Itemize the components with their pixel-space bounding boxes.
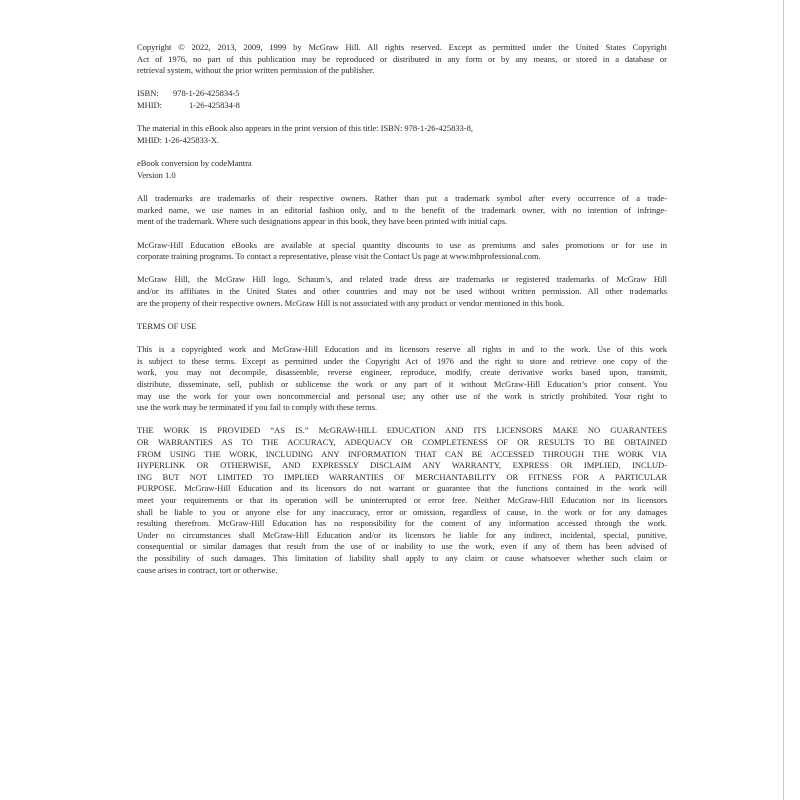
text-line: is subject to these terms. Except as permitted under the Copyright Act of 1976 and the right to store and retrieve one copy of the — [137, 355, 667, 366]
trademarks-notice — [137, 193, 667, 228]
text-line: distribute, disseminate, sell, publish or sublicense the work or any part of it without McGraw-Hill Education’s prior consent. You — [137, 378, 667, 389]
mhid-label: MHID: — [137, 100, 163, 111]
text-line: retrieval system, without the prior written permission of the publisher. — [137, 65, 375, 76]
text-line: resulting therefrom. McGraw-Hill Education has no responsibility for the content of any information accessed through the work. — [137, 518, 667, 529]
conversion-notice — [137, 158, 667, 181]
text-line: consequential or similar damages that result from the use of or inability to use the work, even if any of them has been advised of — [137, 541, 667, 552]
text-line: THE WORK IS PROVIDED “AS IS.” McGRAW-HILL EDUCATION AND ITS LICENSORS MAKE NO GUARANTEES — [137, 425, 667, 436]
text-line: may use the work for your own noncommercial and personal use; any other use of the work is strictly prohibited. Your right to — [137, 390, 667, 401]
text-line: The material in this eBook also appears in the print version of this title: ISBN: 978-1-26-425833-8, — [137, 123, 473, 134]
logo-trademark-notice — [137, 274, 667, 309]
version-line: Version 1.0 — [137, 169, 176, 180]
text-line: HYPERLINK OR OTHERWISE, AND EXPRESSLY DISCLAIM ANY WARRANTY, EXPRESS OR IMPLIED, INCLUD- — [137, 460, 667, 471]
text-line: OR WARRANTIES AS TO THE ACCURACY, ADEQUACY OR COMPLETENESS OF OR RESULTS TO BE OBTAINED — [137, 437, 667, 448]
text-line: Under no circumstances shall McGraw-Hill Education and/or its licensors be liable for any indirect, incidental, special, punitive, — [137, 529, 667, 540]
text-line: McGraw-Hill Education eBooks are available at special quantity discounts to use as premiums and sales promotions or for use in — [137, 239, 667, 250]
text-line: PURPOSE. McGraw-Hill Education and its licensors do not warrant or guarantee that the functions contained in the work will — [137, 483, 667, 494]
text-line: shall be liable to you or anyone else for any inaccuracy, error or omission, regardless of cause, in the work or for any damages — [137, 506, 667, 517]
text-line: meet your requirements or that its operation will be uninterrupted or error free. Neither McGraw-Hill Education nor its licensors — [137, 495, 667, 505]
text-line: work, you may not decompile, disassemble, reverse engineer, reproduce, modify, create derivative works based upon, transmit, — [137, 367, 667, 378]
license-terms — [137, 344, 667, 414]
text-line: Act of 1976, no part of this publication may be reproduced or distributed in any form or by any means, or stored in a database or — [137, 53, 667, 64]
conversion-line: eBook conversion by codeMantra — [137, 158, 252, 169]
text-line: ING BUT NOT LIMITED TO IMPLIED WARRANTIES OF MERCHANTABILITY OR FITNESS FOR A PARTICULAR — [137, 471, 667, 482]
text-line: corporate training programs. To contact a representative, please visit the Contact Us page at www.mhprofessional.com. — [137, 251, 541, 262]
page-edge-divider — [783, 0, 784, 800]
text-line: are the property of their respective owners. McGraw Hill is not associated with any product or vendor mentioned in this book. — [137, 297, 565, 308]
isbn-label: ISBN: — [137, 88, 159, 99]
text-line: This is a copyrighted work and McGraw-Hill Education and its licensors reserve all rights in and to the work. Use of this work — [137, 344, 667, 355]
text-line: marked name, we use names in an editorial fashion only, and to the benefit of the trademark owner, with no intention of infringe- — [137, 204, 667, 215]
text-line: All trademarks are trademarks of their respective owners. Rather than put a trademark symbol after every occurrence of a trade- — [137, 193, 667, 204]
text-line: Copyright © 2022, 2013, 2009, 1999 by McGraw Hill. All rights reserved. Except as permitted under the United States Copyright — [137, 42, 667, 52]
text-line: and/or its affiliates in the United States and other countries and may not be used without written permission. All other trademarks — [137, 286, 667, 297]
print-version-notice — [137, 123, 667, 146]
terms-heading-text: TERMS OF USE — [137, 320, 197, 331]
page-content — [137, 42, 667, 576]
warranty-disclaimer — [137, 425, 667, 576]
mhid-row — [137, 100, 667, 112]
identifiers — [137, 88, 667, 111]
text-line: ment of the trademark. Where such designations appear in this book, they have been printed with initial caps. — [137, 216, 508, 227]
text-line: FROM USING THE WORK, INCLUDING ANY INFORMATION THAT CAN BE ACCESSED THROUGH THE WORK VIA — [137, 448, 667, 459]
discounts-notice — [137, 240, 667, 263]
text-line: MHID: 1-26-425833-X. — [137, 134, 220, 145]
text-line: use the work may be terminated if you fail to comply with these terms. — [137, 402, 378, 413]
copyright-notice — [137, 42, 667, 77]
terms-heading — [137, 321, 667, 333]
text-line: cause arises in contract, tort or otherwise. — [137, 564, 278, 575]
text-line: McGraw Hill, the McGraw Hill logo, Schaum’s, and related trade dress are trademarks or registered trademarks of McGraw Hill — [137, 274, 667, 285]
text-line: the possibility of such damages. This limitation of liability shall apply to any claim or cause whatsoever whether such claim or — [137, 552, 667, 563]
mhid-value: 1-26-425834-8 — [189, 100, 240, 111]
isbn-row — [137, 88, 667, 100]
isbn-value: 978-1-26-425834-5 — [173, 88, 240, 99]
